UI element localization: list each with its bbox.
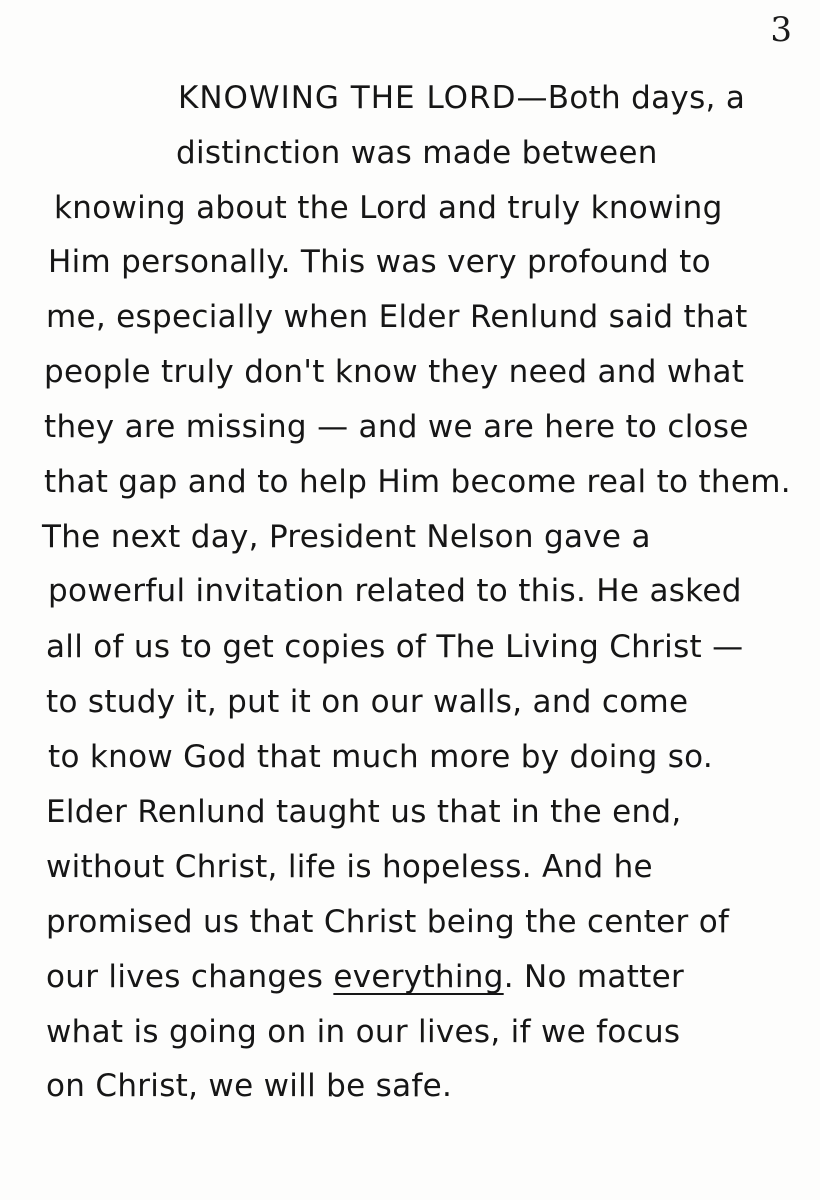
text-line-15: without Christ, life is hopeless. And he [46, 849, 653, 885]
text-line-5: me, especially when Elder Renlund said that [46, 299, 748, 335]
text-line-9: The next day, President Nelson gave a [42, 519, 651, 555]
text-line-14: Elder Renlund taught us that in the end, [46, 794, 682, 830]
text-line-11: all of us to get copies of The Living Christ — [46, 629, 744, 665]
text-line-4: Him personally. This was very profound to [48, 244, 711, 280]
text-line-12: to study it, put it on our walls, and come [46, 684, 689, 720]
text-line-16: promised us that Christ being the center of [46, 904, 730, 940]
text-line-6: people truly don't know they need and what [44, 354, 745, 390]
section-heading: KNOWING THE LORD [178, 80, 517, 116]
text-line-17-start: our lives changes [46, 959, 334, 995]
text-line-17-end: . No matter [503, 959, 685, 995]
underlined-word: everything [333, 959, 504, 995]
text-line-2: distinction was made between [176, 135, 658, 171]
text-line-7: they are missing — and we are here to close [44, 409, 749, 445]
text-line-8: that gap and to help Him become real to them. [44, 464, 791, 500]
text-line-13: to know God that much more by doing so. [48, 739, 714, 775]
page-number: 3 [770, 10, 792, 50]
text-line-10: powerful invitation related to this. He asked [48, 573, 742, 609]
text-line-3: knowing about the Lord and truly knowing [54, 190, 723, 226]
text-line-18: what is going on in our lives, if we focus [46, 1014, 681, 1050]
text-line-1-content: —Both days, a [516, 80, 746, 116]
text-line-19: on Christ, we will be safe. [46, 1068, 453, 1104]
text-line-1 [178, 78, 745, 118]
text-line-17 [46, 957, 684, 997]
